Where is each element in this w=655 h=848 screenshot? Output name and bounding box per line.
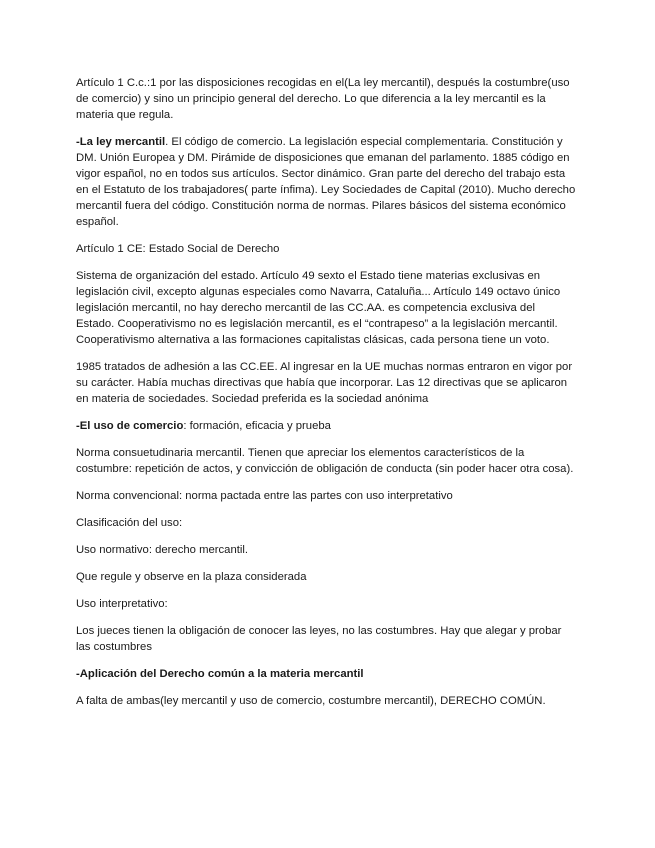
paragraph-tratados-adhesion: 1985 tratados de adhesión a las CC.EE. Al ingresar en la UE muchas normas entraron en vigor por su carácter. Había muchas directivas que había que incorporar. Las 12 directivas que se aplicaron en materia de sociedades. Sociedad preferida es la sociedad anónima xyxy=(76,361,573,405)
paragraph-derecho-comun: A falta de ambas(ley mercantil y uso de comercio, costumbre mercantil), DERECHO COMÚN. xyxy=(76,695,546,707)
paragraph-norma-consuetudinaria: Norma consuetudinaria mercantil. Tienen que apreciar los elementos característicos de la costumbre: repetición de actos, y convicción de obligación de conducta (sin poder hacer otra cosa). xyxy=(76,447,574,475)
paragraph-uso-normativo: Uso normativo: derecho mercantil. xyxy=(76,544,249,556)
paragraph-articulo-1-cc: Artículo 1 C.c.:1 por las disposiciones recogidas en el(La ley mercantil), después la costumbre(uso de comercio) y sino un principio general del derecho. Lo que diferencia a la ley mercantil es la materia que regula. xyxy=(76,77,570,121)
heading-uso-comercio: -El uso de comercio xyxy=(76,420,184,432)
paragraph-uso-interpretativo: Uso interpretativo: xyxy=(76,598,168,610)
paragraph-clasificacion-uso: Clasificación del uso: xyxy=(76,517,183,529)
paragraph-plaza-considerada: Que regule y observe en la plaza considerada xyxy=(76,571,307,583)
document-page xyxy=(76,75,576,720)
paragraph-norma-convencional: Norma convencional: norma pactada entre las partes con uso interpretativo xyxy=(76,490,453,502)
ley-mercantil-text: . El código de comercio. La legislación especial complementaria. Constitución y DM. Unión Europea y DM. Pirámide de disposiciones que emanan del parlamento. 1885 código en vigor español, no en todos sus artículos. Sector dinámico. Gran parte del derecho del trabajo esta en el Estatuto de los trabajadores( parte ínfima). Ley Sociedades de Capital (2010). Mucho derecho mercantil fuera del código. Constitución norma de normas. Pilares básicos del sistema económico español. xyxy=(76,136,576,228)
heading-ley-mercantil: -La ley mercantil xyxy=(76,136,166,148)
paragraph-jueces: Los jueces tienen la obligación de conocer las leyes, no las costumbres. Hay que alegar y probar las costumbres xyxy=(76,625,562,653)
uso-comercio-text: : formación, eficacia y prueba xyxy=(183,420,331,432)
paragraph-articulo-1-ce: Artículo 1 CE: Estado Social de Derecho xyxy=(76,243,280,255)
paragraph-sistema-organizacion: Sistema de organización del estado. Artículo 49 sexto el Estado tiene materias exclusivas en legislación civil, excepto algunas especiales como Navarra, Cataluña... Artículo 149 octavo único legislación mercantil, no hay derecho mercantil de las CC.AA. es competencia exclusiva del Estado. Cooperativismo no es legislación mercantil, es el “contrapeso” a la legislación mercantil. Cooperativismo alternativa a las formaciones capitalistas clásicas, cada persona tiene un voto. xyxy=(76,270,561,346)
paragraph-ley-mercantil xyxy=(76,134,576,230)
paragraph-uso-comercio xyxy=(76,418,576,434)
heading-aplicacion-derecho-comun: -Aplicación del Derecho común a la materia mercantil xyxy=(76,668,364,680)
